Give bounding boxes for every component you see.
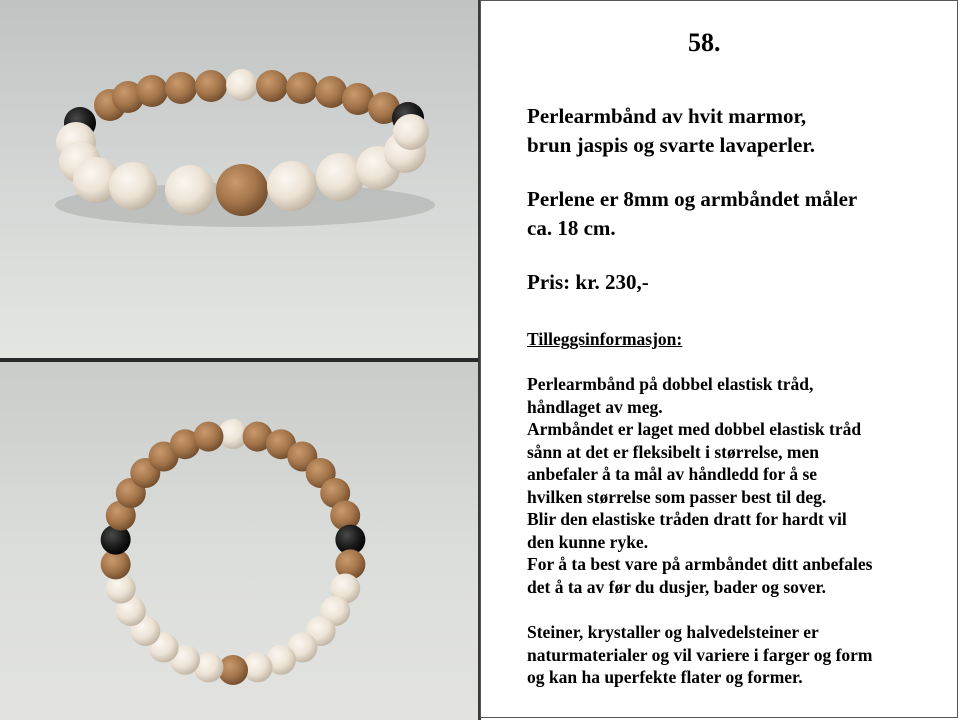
info-line: hvilken størrelse som passer best til deg. — [527, 486, 827, 507]
bracelet-photo-top-view — [0, 362, 480, 720]
jasper-bead — [286, 72, 318, 104]
info-line: anbefaler å ta mål av håndledd for å se — [527, 464, 818, 484]
stone-line: Steiner, krystaller og halvedelsteiner er — [527, 622, 819, 642]
product-title — [527, 102, 815, 160]
info-text — [527, 373, 872, 598]
size-line: Perlene er 8mm og armbåndet måler — [527, 187, 858, 211]
marble-bead — [109, 162, 157, 210]
jasper-bead — [315, 76, 347, 108]
jasper-bead — [216, 164, 268, 216]
info-line: det å ta av før du dusjer, bader og sover. — [527, 576, 826, 597]
jasper-bead — [136, 75, 168, 107]
stone-line: naturmaterialer og vil variere i farger og form — [527, 644, 873, 665]
info-line: Blir den elastiske tråden dratt for hardt vil — [527, 509, 847, 529]
product-number: 58. — [688, 28, 721, 57]
marble-bead — [393, 114, 429, 150]
jasper-bead — [193, 422, 223, 452]
marble-bead — [226, 69, 258, 101]
info-heading: Tilleggsinformasjon: — [527, 329, 683, 349]
info-line: Armbåndet er laget med dobbel elastisk tråd — [527, 419, 862, 439]
size-line: ca. 18 cm. — [527, 216, 616, 240]
info-line: håndlaget av meg. — [527, 396, 663, 417]
marble-bead — [267, 161, 317, 211]
jasper-bead — [165, 72, 197, 104]
stone-line: og kan ha uperfekte flater og former. — [527, 667, 803, 687]
size-description — [527, 185, 857, 243]
price: Pris: kr. 230,- — [527, 270, 649, 294]
stone-note — [527, 621, 873, 689]
title-line: Perlearmbånd av hvit marmor, — [527, 104, 807, 128]
info-line: den kunne ryke. — [527, 531, 649, 552]
marble-bead — [316, 153, 364, 201]
info-line: sånn at det er fleksibelt i størrelse, men — [527, 441, 819, 462]
title-line: brun jaspis og svarte lavaperler. — [527, 133, 815, 157]
info-line: For å ta best vare på armbåndet ditt anbefales — [527, 554, 873, 574]
jasper-bead — [256, 70, 288, 102]
info-line: Perlearmbånd på dobbel elastisk tråd, — [527, 374, 814, 394]
bracelet-photo-side — [0, 0, 480, 360]
marble-bead — [165, 165, 215, 215]
jasper-bead — [195, 70, 227, 102]
